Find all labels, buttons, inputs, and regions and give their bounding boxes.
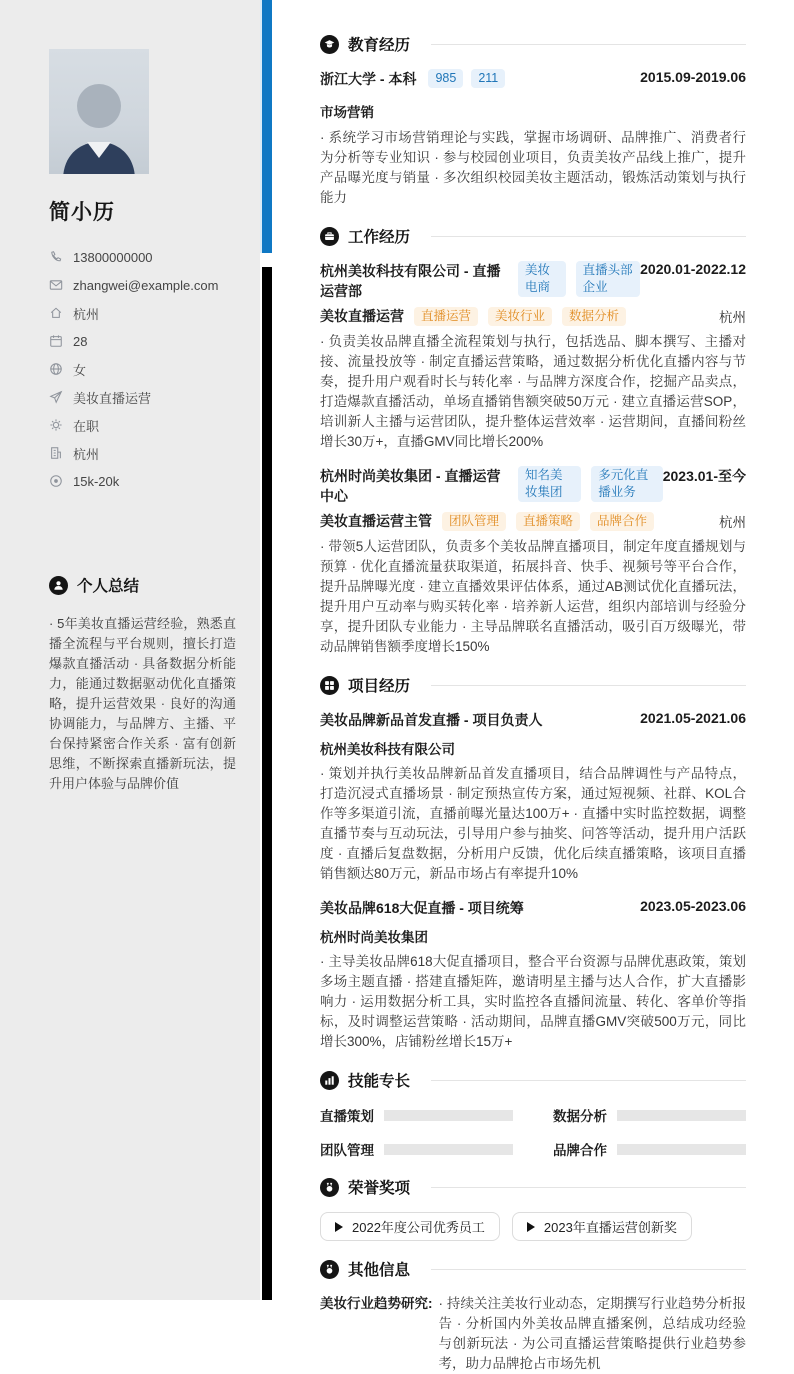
grid-icon xyxy=(320,676,339,695)
contact-status-value: 在职 xyxy=(73,418,100,434)
role-tag: 团队管理 xyxy=(442,512,506,531)
accent-divider xyxy=(260,0,274,1300)
projects-title: 项目经历 xyxy=(348,678,411,695)
contact-email xyxy=(49,276,236,294)
awards-row xyxy=(320,1212,746,1241)
skill-name: 数据分析 xyxy=(553,1109,607,1124)
project-entry xyxy=(320,710,746,884)
contact-gender xyxy=(49,360,236,378)
contact-salary xyxy=(49,472,236,490)
role-tag: 直播运营 xyxy=(414,307,478,326)
school-name: 浙江大学 - 本科 xyxy=(320,71,417,87)
email-icon xyxy=(49,278,63,292)
skill-name: 品牌合作 xyxy=(553,1143,607,1158)
work-date: 2020.01-2022.12 xyxy=(640,261,746,277)
work-section xyxy=(320,225,746,657)
contact-phone-value: 13800000000 xyxy=(73,249,153,265)
contact-salary-value: 15k-20k xyxy=(73,473,120,489)
award-text: 2022年度公司优秀员工 xyxy=(352,1220,485,1235)
skills-title: 技能专长 xyxy=(348,1073,411,1090)
education-title: 教育经历 xyxy=(348,37,411,54)
contact-phone xyxy=(49,248,236,266)
personal-summary-section xyxy=(49,574,236,794)
work-detail: · 负责美妆品牌直播全流程策划与执行，包括选品、脚本撰写、主播对接、流量投放等 · 制定直播运营策略，通过数据分析优化直播内容与节奏，提升用户观看时长与转化率 · 与品牌方深度合作，挖掘产品卖点，打造爆款直播活动，单场直播销售额突破50万元 · 建立直播运营SOP，培训新人主播与运营团队，提升整体运营效率 · 运营期间，直播间粉丝增长30万+，直播GMV同比增长200% xyxy=(320,334,746,449)
skill-bar xyxy=(617,1110,746,1121)
play-icon xyxy=(527,1222,535,1232)
phone-icon xyxy=(49,250,63,264)
company-badge: 知名美妆集团 xyxy=(518,466,581,502)
target-icon xyxy=(49,474,63,488)
skill-item xyxy=(553,1105,746,1125)
role-tag: 品牌合作 xyxy=(590,512,654,531)
main-content xyxy=(274,0,794,1371)
other-info-section xyxy=(320,1258,746,1374)
role-name: 美妆直播运营主管 xyxy=(320,513,432,529)
company-badge: 美妆电商 xyxy=(518,261,566,297)
paper-plane-icon xyxy=(49,390,63,404)
divider-black-segment xyxy=(262,267,272,1300)
medal-icon xyxy=(320,1260,339,1279)
skill-item xyxy=(320,1139,513,1159)
contact-location xyxy=(49,304,236,322)
summary-title: 个人总结 xyxy=(77,578,140,595)
gear-icon xyxy=(49,418,63,432)
projects-section xyxy=(320,674,746,1052)
skills-section xyxy=(320,1069,746,1159)
education-section xyxy=(320,33,746,208)
work-title: 工作经历 xyxy=(348,229,411,246)
skill-bar xyxy=(384,1110,513,1121)
role-tag: 数据分析 xyxy=(562,307,626,326)
bar-chart-icon xyxy=(320,1071,339,1090)
building-icon xyxy=(49,446,63,460)
project-detail: · 主导美妆品牌618大促直播项目，整合平台资源与品牌优惠政策，策划多场主题直播 · 搭建直播矩阵，邀请明星主播与达人合作，扩大直播影响力 · 运用数据分析工具，实时监控各直播间流量、转化、客单价等指标，及时调整运营策略 · 活动期间，品牌直播GMV突破500万元，同比增长300%，店铺粉丝增长15万+ xyxy=(320,954,746,1049)
section-rule xyxy=(431,44,746,45)
role-tag: 美妆行业 xyxy=(488,307,552,326)
project-date: 2023.05-2023.06 xyxy=(640,898,746,914)
divider-gap xyxy=(260,253,274,267)
candidate-name: 简小历 xyxy=(49,201,115,224)
divider-blue-segment xyxy=(262,0,272,253)
skill-item xyxy=(553,1139,746,1159)
contact-status xyxy=(49,416,236,434)
contact-city xyxy=(49,444,236,462)
work-date: 2023.01-至今 xyxy=(662,468,746,484)
company-badge: 直播头部企业 xyxy=(576,261,640,297)
play-icon xyxy=(335,1222,343,1232)
skill-item xyxy=(320,1105,513,1125)
other-info-label: 美妆行业趋势研究: xyxy=(320,1296,433,1311)
project-entry xyxy=(320,898,746,1052)
project-detail: · 策划并执行美妆品牌新品首发直播项目，结合品牌调性与产品特点，打造沉浸式直播场景 · 制定预热宣传方案，通过短视频、社群、KOL合作等多渠道引流，直播前曝光量达100万+ · 直播中实时监控数据，调整直播节奏与互动玩法，引导用户参与抽奖、问答等活动，提升用户活跃度 · 直播后复盘数据，分析用户反馈，优化后续直播策略，该项目直播销售额达80万元，新品市场占有率提升10% xyxy=(320,766,746,881)
project-date: 2021.05-2021.06 xyxy=(640,710,746,726)
role-name: 美妆直播运营 xyxy=(320,308,404,324)
company-name: 杭州美妆科技有限公司 - 直播运营部 xyxy=(320,263,501,299)
person-icon xyxy=(49,576,68,595)
award-pill xyxy=(512,1212,692,1241)
skill-bar xyxy=(384,1144,513,1155)
project-name: 美妆品牌新品首发直播 - 项目负责人 xyxy=(320,712,543,728)
contact-age-value: 28 xyxy=(73,333,88,349)
major-name: 市场营销 xyxy=(320,105,374,120)
awards-section xyxy=(320,1176,746,1241)
section-rule xyxy=(431,1080,746,1081)
section-rule xyxy=(431,1269,746,1270)
briefcase-icon xyxy=(320,227,339,246)
skill-name: 直播策划 xyxy=(320,1109,374,1124)
role-tag: 直播策略 xyxy=(516,512,580,531)
skills-grid xyxy=(320,1105,746,1159)
work-entry xyxy=(320,466,746,657)
contact-email-value: zhangwei@example.com xyxy=(73,277,219,293)
work-entry xyxy=(320,261,746,452)
contact-position-value: 美妆直播运营 xyxy=(73,390,152,406)
profile-photo xyxy=(49,49,149,174)
project-name: 美妆品牌618大促直播 - 项目统筹 xyxy=(320,900,524,916)
contact-location-value: 杭州 xyxy=(73,306,100,322)
project-company: 杭州美妆科技有限公司 xyxy=(320,742,455,757)
graduation-cap-icon xyxy=(320,35,339,54)
school-badge-211: 211 xyxy=(471,69,505,88)
award-text: 2023年直播运营创新奖 xyxy=(543,1220,677,1235)
company-name: 杭州时尚美妆集团 - 直播运营中心 xyxy=(320,468,501,504)
contact-city-value: 杭州 xyxy=(73,446,100,462)
school-badge-985: 985 xyxy=(428,69,463,88)
work-location: 杭州 xyxy=(719,310,746,325)
summary-text: · 5年美妆直播运营经验，熟悉直播全流程与平台规则，擅长打造爆款直播活动 · 具备数据分析能力，能通过数据驱动优化直播策略，提升运营效果 · 良好的沟通协调能力，与品牌方、主播、平台保持紧密合作关系 · 富有创新思维，不断探索直播新玩法，提升用户体验与品牌价值 xyxy=(49,616,236,791)
contact-age xyxy=(49,332,236,350)
contact-position xyxy=(49,388,236,406)
section-rule xyxy=(431,685,746,686)
avatar-silhouette-icon xyxy=(49,60,149,174)
awards-title: 荣誉奖项 xyxy=(348,1180,411,1197)
award-pill xyxy=(320,1212,500,1241)
home-icon xyxy=(49,306,63,320)
skill-bar xyxy=(617,1144,746,1155)
work-location: 杭州 xyxy=(719,515,746,530)
work-detail: · 带领5人运营团队，负责多个美妆品牌直播项目，制定年度直播规划与预算 · 优化直播流量获取渠道，拓展抖音、快手、视频号等平台合作，提升品牌曝光度 · 建立直播效果评估体系，通过AB测试优化直播玩法，提升用户互动率与购买转化率 · 培养新人运营，组织内部培训与经验分享，提升团队专业能力 · 主导品牌联名直播活动，吸引百万级曝光，带动品牌销售额季度增长150% xyxy=(320,539,746,654)
skill-name: 团队管理 xyxy=(320,1143,374,1158)
education-detail: · 系统学习市场营销理论与实践，掌握市场调研、品牌推广、消费者行为分析等专业知识 · 参与校园创业项目，负责美妆产品线上推广，提升产品曝光度与销量 · 多次组织校园美妆主题活动，锻炼活动策划与执行能力 xyxy=(320,130,746,205)
company-badge: 多元化直播业务 xyxy=(591,466,662,502)
education-date: 2015.09-2019.06 xyxy=(640,69,746,85)
other-info-detail: · 持续关注美妆行业动态，定期撰写行业趋势分析报告 · 分析国内外美妆品牌直播案例，总结成功经验与创新玩法 · 为公司直播运营策略提供行业趋势参考，助力品牌抢占市场先机 xyxy=(438,1296,746,1371)
globe-icon xyxy=(49,362,63,376)
project-company: 杭州时尚美妆集团 xyxy=(320,930,428,945)
medal-icon xyxy=(320,1178,339,1197)
sidebar xyxy=(0,0,260,1300)
calendar-icon xyxy=(49,334,63,348)
contact-list xyxy=(49,248,236,490)
section-rule xyxy=(431,236,746,237)
other-info-title: 其他信息 xyxy=(348,1262,411,1279)
section-rule xyxy=(431,1187,746,1188)
contact-gender-value: 女 xyxy=(73,362,87,378)
